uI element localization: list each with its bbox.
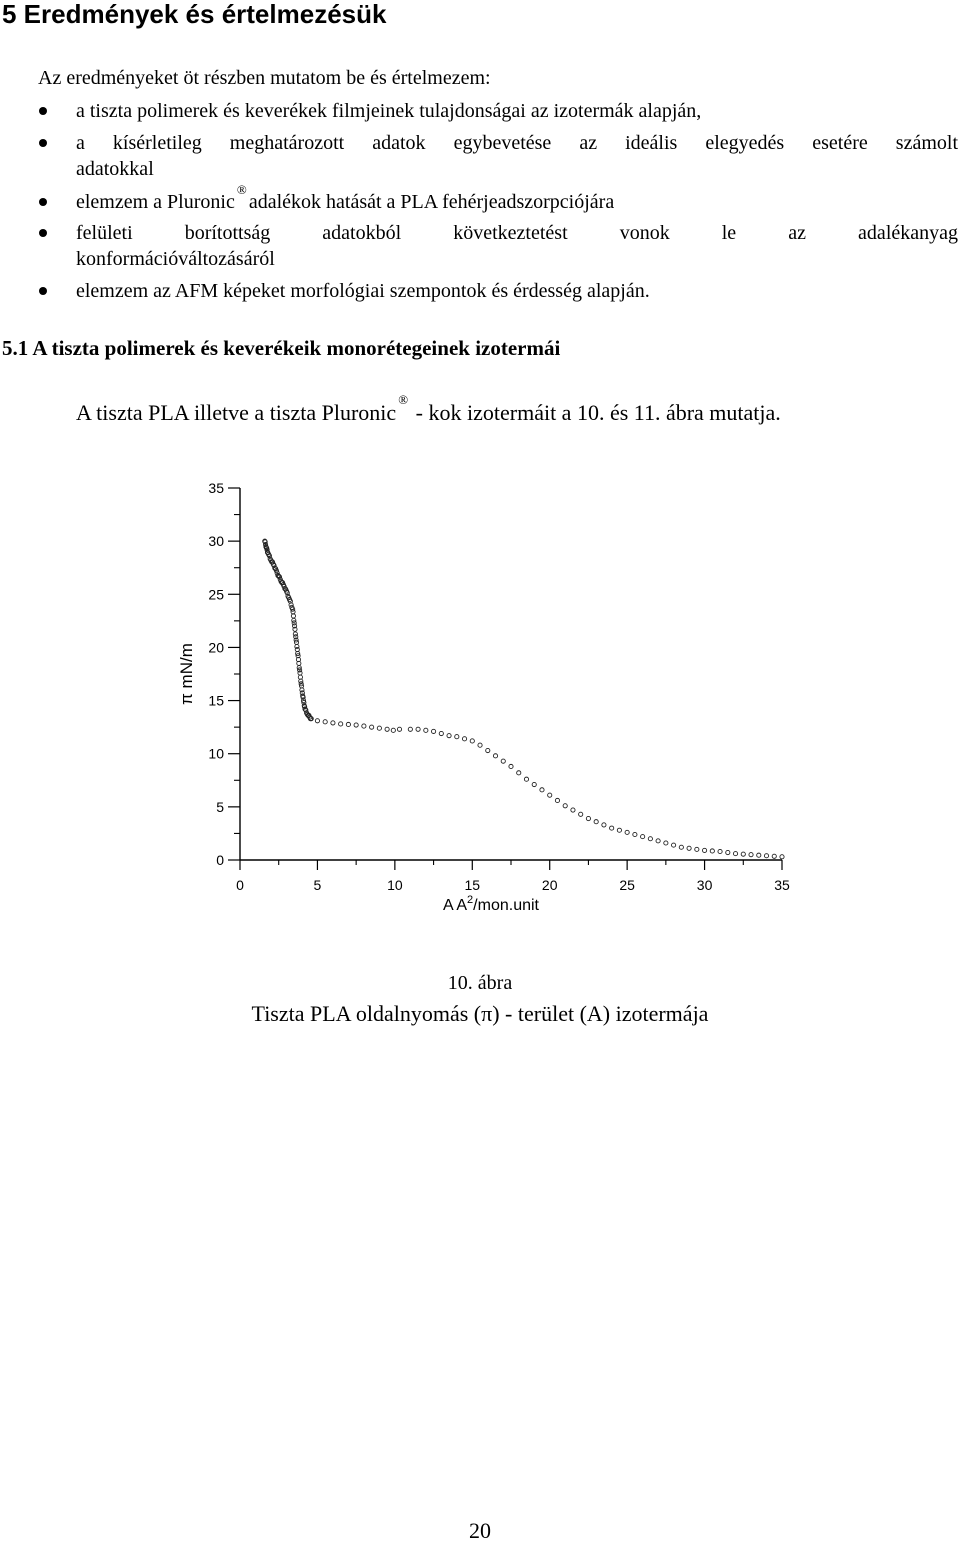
data-point (478, 743, 482, 747)
data-point (291, 614, 295, 618)
figure-caption: Tiszta PLA oldalnyomás (π) - terület (A) izotermája (251, 1001, 709, 1026)
bullet-dot (39, 198, 47, 206)
bullet-text-line: adatokkal (76, 158, 154, 180)
data-point (331, 721, 335, 725)
x-axis-label-superscript: 2 (467, 894, 474, 906)
data-point (710, 849, 714, 853)
y-axis-label: π mN/m (177, 643, 196, 705)
data-point (455, 735, 459, 739)
data-point (486, 748, 490, 752)
data-point (408, 727, 412, 731)
data-point (687, 846, 691, 850)
data-point (470, 739, 474, 743)
x-axis-label (443, 894, 540, 914)
data-point (664, 841, 668, 845)
data-point (447, 734, 451, 738)
chart-axes (228, 488, 782, 870)
data-point (586, 816, 590, 820)
x-tick-label: 0 (236, 877, 244, 893)
data-point (362, 724, 366, 728)
data-point (424, 728, 428, 732)
bullet-text: adalékok hatását a PLA fehérjeadszorpciójára (248, 191, 615, 213)
data-point (391, 728, 395, 732)
data-point (354, 723, 358, 727)
data-point (385, 727, 389, 731)
bullet-dot (39, 287, 47, 295)
bullet-text: a tiszta polimerek és keverékek filmjeinek tulajdonságai az izotermák alapján, (76, 100, 702, 122)
bullet-item-4 (38, 220, 958, 278)
registered-mark: ® (236, 182, 247, 197)
data-point (610, 826, 614, 830)
data-point (563, 804, 567, 808)
x-axis-label-main: A A (443, 897, 468, 914)
page-number: 20 (469, 1518, 491, 1543)
data-point (540, 788, 544, 792)
registered-mark: ® (398, 392, 409, 407)
bullet-text: elemzem a Pluronic (76, 191, 235, 213)
data-point (439, 731, 443, 735)
data-point (548, 793, 552, 797)
x-tick-label: 20 (541, 877, 558, 893)
data-point (625, 830, 629, 834)
y-tick-label: 20 (208, 639, 224, 656)
data-point (416, 727, 420, 731)
bullet-dot (39, 139, 47, 147)
data-point (702, 848, 706, 852)
data-point (315, 719, 319, 723)
data-point (517, 771, 521, 775)
data-point (772, 854, 776, 858)
data-point (741, 852, 745, 856)
data-point (780, 855, 784, 859)
chart-labels (177, 480, 790, 914)
data-point (298, 671, 302, 675)
y-tick-label: 35 (208, 480, 224, 496)
data-point (370, 725, 374, 729)
isotherm-chart (150, 470, 800, 920)
lead-paragraph (76, 392, 781, 427)
data-point (617, 828, 621, 832)
lead-text: - kok izotermáit a 10. és 11. ábra mutatja. (410, 400, 781, 425)
bullet-text: elemzem az AFM képeket morfológiai szempontok és érdesség alapján. (76, 280, 650, 302)
figure-number: 10. ábra (447, 972, 513, 994)
bullet-dot (39, 107, 47, 115)
x-tick-label: 30 (696, 877, 713, 893)
chart-marks (263, 539, 784, 859)
data-point (633, 832, 637, 836)
data-point (509, 764, 513, 768)
bullet-dot (39, 229, 47, 237)
data-point (641, 835, 645, 839)
bullet-item-3 (38, 182, 958, 220)
bullet-list (38, 98, 958, 304)
y-tick-label: 5 (216, 798, 224, 815)
data-point (648, 837, 652, 841)
bullet-text-line: felületi borítottság adatokból következtetést vonok le az adalékanyag (76, 222, 958, 244)
data-point (291, 610, 295, 614)
data-point (532, 782, 536, 786)
data-point (749, 853, 753, 857)
bullet-item-1 (38, 98, 958, 130)
data-point (571, 808, 575, 812)
data-point (718, 849, 722, 853)
y-tick-label: 30 (208, 533, 224, 550)
lead-text: A tiszta PLA illetve a tiszta Pluronic (76, 400, 397, 425)
data-point (323, 720, 327, 724)
data-point (431, 729, 435, 733)
data-point (757, 853, 761, 857)
data-point (594, 820, 598, 824)
intro-paragraph: Az eredményeket öt részben mutatom be és értelmezem: (38, 67, 491, 89)
data-point (579, 812, 583, 816)
bullet-item-2 (38, 130, 958, 189)
data-point (555, 798, 559, 802)
x-tick-label: 10 (387, 877, 403, 893)
x-tick-label: 5 (313, 877, 322, 893)
data-point (679, 845, 683, 849)
x-tick-label: 25 (619, 877, 635, 893)
data-point (764, 854, 768, 858)
x-axis-label-tail: /mon.unit (473, 897, 539, 914)
data-point (672, 843, 676, 847)
data-point (695, 847, 699, 851)
data-point (462, 737, 466, 741)
section-heading: 5.1 A tiszta polimerek és keverékeik monorétegeinek izotermái (2, 336, 561, 360)
y-tick-label: 0 (216, 852, 224, 868)
x-tick-label: 35 (774, 877, 790, 893)
data-point (346, 722, 350, 726)
x-tick-label: 15 (464, 877, 481, 893)
data-point (501, 759, 505, 763)
data-point (493, 754, 497, 758)
data-point (339, 722, 343, 726)
bullet-item-5 (38, 278, 958, 304)
data-point (726, 850, 730, 854)
data-point (377, 726, 381, 730)
bullet-text-line: a kísérletileg meghatározott adatok egybevetése az ideális elegyedés esetére számolt (76, 132, 958, 154)
data-point (656, 839, 660, 843)
y-tick-label: 10 (208, 745, 224, 762)
data-point (733, 852, 737, 856)
data-point (602, 823, 606, 827)
data-point (524, 777, 528, 781)
y-tick-label: 25 (208, 586, 224, 603)
data-point (397, 727, 401, 731)
y-tick-label: 15 (208, 692, 224, 709)
bullet-text-line: konformációváltozásáról (76, 248, 275, 270)
chapter-heading: 5 Eredmények és értelmezésük (2, 0, 387, 29)
